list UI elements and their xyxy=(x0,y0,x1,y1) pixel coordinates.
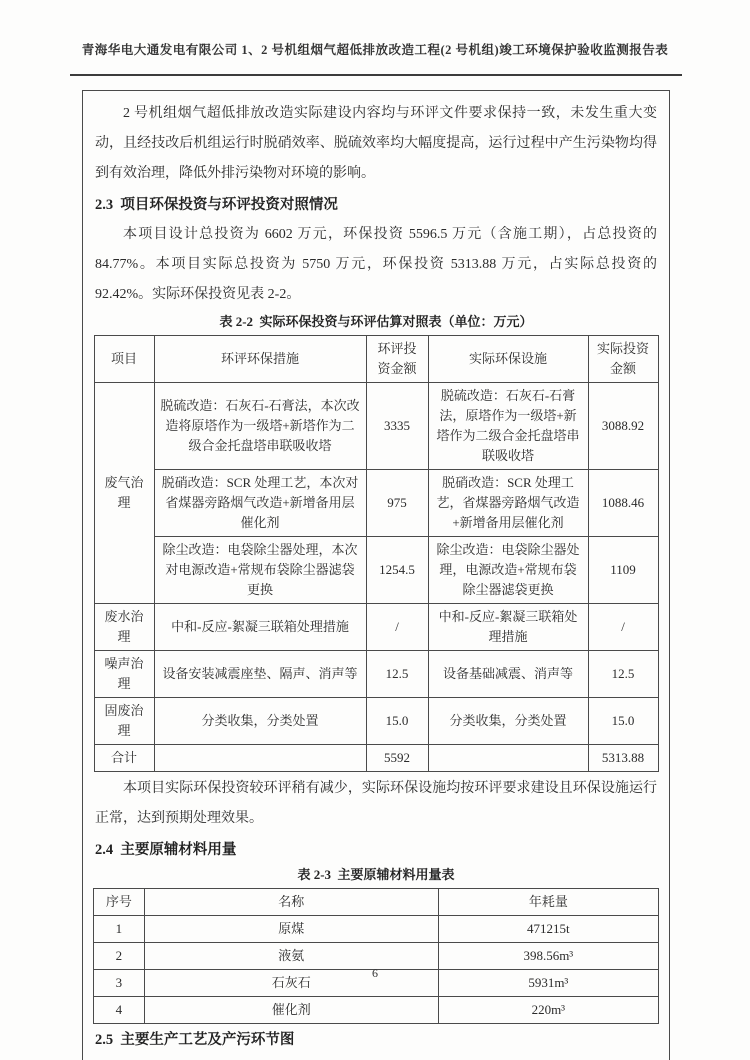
page-number: 6 xyxy=(372,966,378,980)
paragraph-investment-summary: 本项目设计总投资为 6602 万元，环保投资 5596.5 万元（含施工期），占总投资的 84.77%。本项目实际总投资为 5750 万元，环保投资 5313.88 万元，占实际总投资的 92.42%。实际环保投资见表 2-2。 xyxy=(95,227,657,302)
cell-actual-amount: 1109 xyxy=(588,537,658,604)
cell-annual-consumption: 471215t xyxy=(438,916,658,943)
cell-eia-amount: 12.5 xyxy=(366,651,428,698)
table-row-wastewater xyxy=(94,604,658,651)
document-header-title: 青海华电大通发电有限公司 1、2 号机组烟气超低排放改造工程(2 号机组)竣工环境保护验收监测报告表 xyxy=(81,43,669,57)
paragraph-construction-consistency: 2 号机组烟气超低排放改造实际建设内容均与环评文件要求保持一致，未发生重大变动，且经技改后机组运行时脱硝效率、脱硫效率均大幅度提高，运行过程中产生污染物均得到有效治理，降低外排污染物对环境的影响。 xyxy=(95,106,657,181)
cell-eia-amount: 3335 xyxy=(366,383,428,470)
cell-actual-facility: 设备基础减震、消声等 xyxy=(428,651,588,698)
table-2-2-caption: 表 2-2 实际环保投资与环评估算对照表（单位：万元） xyxy=(219,314,533,329)
cell-eia-measure: 分类收集，分类处置 xyxy=(154,698,366,745)
cell-actual-facility: 分类收集，分类处置 xyxy=(428,698,588,745)
cell-actual-amount: 15.0 xyxy=(588,698,658,745)
table-row-desulfurization xyxy=(94,383,658,470)
cell-actual-facility: 脱硫改造：石灰石-石膏法，原塔作为一级塔+新塔作为二级合金托盘塔串联吸收塔 xyxy=(428,383,588,470)
cell-eia-measure: 脱硫改造：石灰石-石膏法，本次改造将原塔作为一级塔+新塔作为二级合金托盘塔串联吸收塔 xyxy=(154,383,366,470)
col-header-annual-consumption: 年耗量 xyxy=(438,889,658,916)
cell-eia-measure: 设备安装减震座垫、隔声、消声等 xyxy=(154,651,366,698)
cell-eia-amount: 15.0 xyxy=(366,698,428,745)
cell-eia-amount: / xyxy=(366,604,428,651)
cell-actual-facility: 除尘改造：电袋除尘器处理，电源改造+常规布袋除尘器滤袋更换 xyxy=(428,537,588,604)
table-row xyxy=(94,336,658,383)
cell-actual-amount: 3088.92 xyxy=(588,383,658,470)
cell-material-name: 石灰石 xyxy=(144,970,438,997)
col-header-serial-no: 序号 xyxy=(94,889,145,916)
table-row-total xyxy=(94,745,658,772)
section-heading-2-4: 2.4 主要原辅材料用量 xyxy=(95,842,237,858)
cell-actual-facility: 中和-反应-絮凝三联箱处理措施 xyxy=(428,604,588,651)
cell-eia-amount: 1254.5 xyxy=(366,537,428,604)
col-header-actual-amount: 实际投资金额 xyxy=(588,336,658,383)
cell-eia-measure-empty xyxy=(154,745,366,772)
cell-eia-amount: 975 xyxy=(366,470,428,537)
section-heading-2-3: 2.3 项目环保投资与环评投资对照情况 xyxy=(95,197,338,213)
col-header-material-name: 名称 xyxy=(144,889,438,916)
cell-eia-measure: 脱硝改造：SCR 处理工艺，本次对省煤器旁路烟气改造+新增备用层催化剂 xyxy=(154,470,366,537)
cell-actual-amount: / xyxy=(588,604,658,651)
cell-actual-amount: 12.5 xyxy=(588,651,658,698)
cell-serial-no: 1 xyxy=(94,916,145,943)
table-2-3-raw-materials xyxy=(93,888,659,1024)
cell-material-name: 液氨 xyxy=(144,943,438,970)
cell-project: 废水治理 xyxy=(94,604,154,651)
cell-eia-amount-total: 5592 xyxy=(366,745,428,772)
cell-project: 固废治理 xyxy=(94,698,154,745)
table-2-3-caption: 表 2-3 主要原辅材料用量表 xyxy=(297,867,455,882)
section-heading-2-5: 2.5 主要生产工艺及产污环节图 xyxy=(95,1032,295,1048)
cell-project: 噪声治理 xyxy=(94,651,154,698)
cell-serial-no: 4 xyxy=(94,997,145,1024)
cell-actual-amount-total: 5313.88 xyxy=(588,745,658,772)
cell-actual-facility: 脱硝改造：SCR 处理工艺，省煤器旁路烟气改造+新增备用层催化剂 xyxy=(428,470,588,537)
table-row-solid-waste xyxy=(94,698,658,745)
table-2-2-investment-comparison xyxy=(94,335,659,772)
col-header-eia-measure: 环评环保措施 xyxy=(154,336,366,383)
table-row-catalyst xyxy=(94,997,659,1024)
cell-serial-no: 3 xyxy=(94,970,145,997)
cell-project-waste-gas: 废气治理 xyxy=(94,383,154,604)
cell-material-name: 原煤 xyxy=(144,916,438,943)
cell-annual-consumption: 220m³ xyxy=(438,997,658,1024)
cell-material-name: 催化剂 xyxy=(144,997,438,1024)
table-row-denitration xyxy=(94,470,658,537)
cell-annual-consumption: 398.56m³ xyxy=(438,943,658,970)
cell-actual-facility-empty xyxy=(428,745,588,772)
cell-serial-no: 2 xyxy=(94,943,145,970)
table-row xyxy=(94,889,659,916)
table-row-dust-removal xyxy=(94,537,658,604)
table-row-noise xyxy=(94,651,658,698)
table-row-raw-coal xyxy=(94,916,659,943)
cell-eia-measure: 除尘改造：电袋除尘器处理，本次对电源改造+常规布袋除尘器滤袋更换 xyxy=(154,537,366,604)
col-header-actual-facility: 实际环保设施 xyxy=(428,336,588,383)
header-divider xyxy=(70,74,682,76)
cell-eia-measure: 中和-反应-絮凝三联箱处理措施 xyxy=(154,604,366,651)
paragraph-investment-conclusion: 本项目实际环保投资较环评稍有减少，实际环保设施均按环评要求建设且环保设施运行正常，达到预期处理效果。 xyxy=(95,781,657,826)
col-header-eia-amount: 环评投资金额 xyxy=(366,336,428,383)
cell-actual-amount: 1088.46 xyxy=(588,470,658,537)
report-form-frame xyxy=(82,90,670,1060)
cell-annual-consumption: 5931m³ xyxy=(438,970,658,997)
cell-project-total: 合计 xyxy=(94,745,154,772)
col-header-project: 项目 xyxy=(94,336,154,383)
